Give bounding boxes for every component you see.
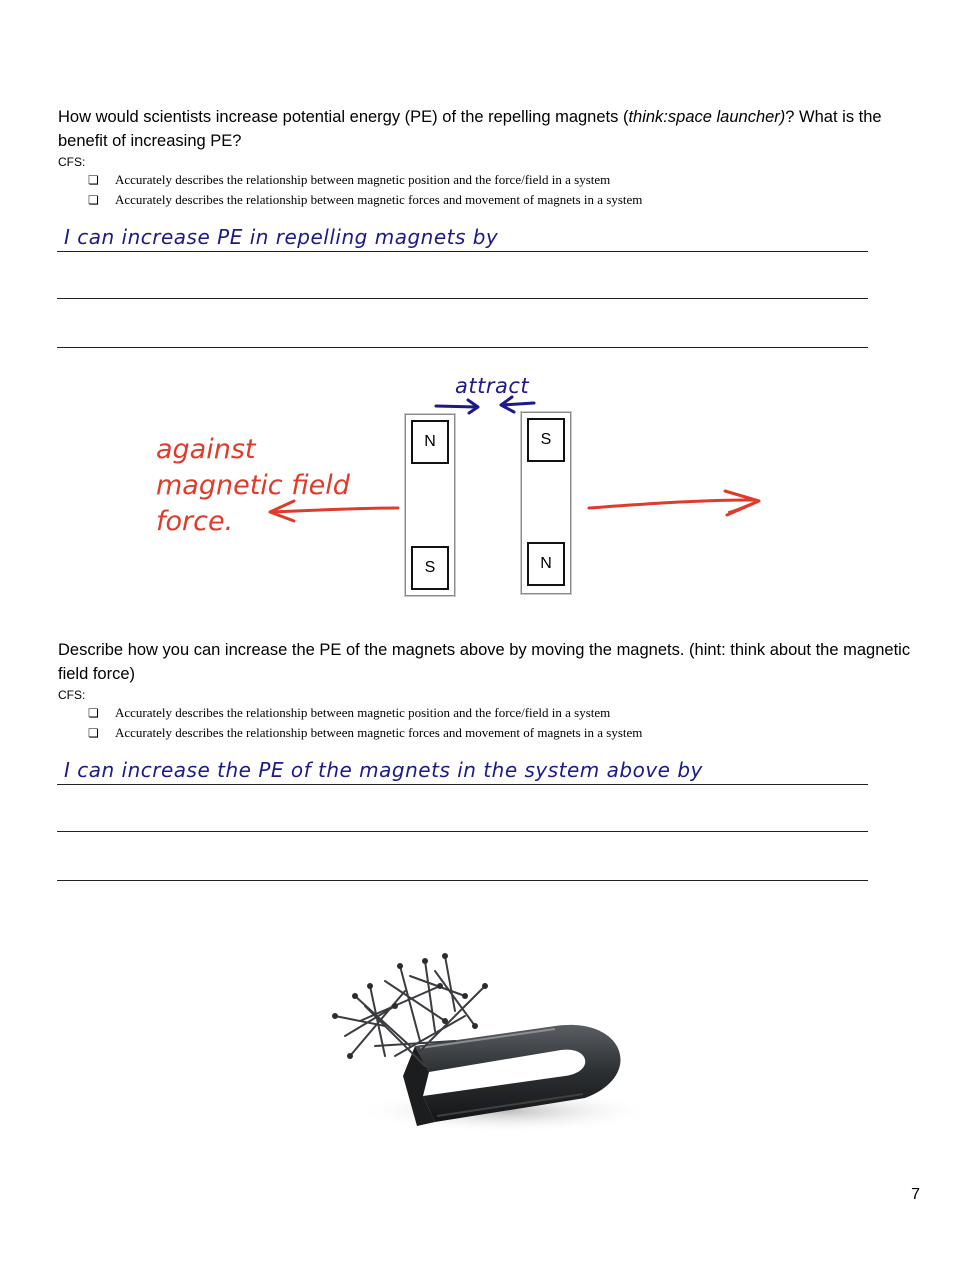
handwritten-answer-2: I can increase the PE of the magnets in the system above by: [64, 758, 703, 782]
left-arrow-icon: [260, 495, 405, 525]
question-1-italic-hint: think:space launcher): [628, 108, 786, 126]
south-pole: S: [411, 546, 449, 590]
magnet-left: [405, 414, 455, 596]
page-number: 7: [911, 1186, 920, 1203]
cfs-label-2: CFS:: [58, 688, 86, 702]
handwritten-answer-1: I can increase PE in repelling magnets by: [64, 225, 499, 249]
magnet-right: [521, 412, 571, 594]
cfs-label-1: CFS:: [58, 155, 86, 169]
south-pole: S: [527, 418, 565, 462]
answer-line: [57, 831, 868, 832]
checkbox-icon: ❏: [88, 193, 99, 207]
checkbox-icon: ❏: [88, 173, 99, 187]
criteria-list-1: [88, 170, 642, 210]
criteria-list-2: [88, 703, 642, 743]
answer-line: [57, 784, 868, 785]
criterion-item: ❏ Accurately describes the relationship between magnetic forces and movement of magnets in a system: [88, 723, 642, 743]
checkbox-icon: ❏: [88, 706, 99, 720]
criterion-item: ❏ Accurately describes the relationship between magnetic position and the force/field in a system: [88, 703, 642, 723]
question-1-text-end: ? What is the benefit of increasing PE?: [58, 108, 882, 150]
north-pole: N: [411, 420, 449, 464]
criterion-item: ❏ Accurately describes the relationship between magnetic position and the force/field in a system: [88, 170, 642, 190]
question-1-prompt: [58, 105, 918, 153]
answer-line: [57, 347, 868, 348]
question-1-text: How would scientists increase potential energy (PE) of the repelling magnets (: [58, 108, 629, 126]
north-pole: N: [527, 542, 565, 586]
answer-line: [57, 251, 868, 252]
criterion-item: ❏ Accurately describes the relationship between magnetic forces and movement of magnets in a system: [88, 190, 642, 210]
horseshoe-magnet-photo: [325, 926, 655, 1144]
answer-line: [57, 298, 868, 299]
attract-annotation: attract: [455, 374, 530, 398]
against-force-annotation: against magnetic field force.: [156, 434, 350, 537]
checkbox-icon: ❏: [88, 726, 99, 740]
magnet-diagram: [0, 360, 979, 620]
horseshoe-magnet-with-nails-icon: [325, 926, 655, 1144]
right-arrow-icon: [585, 488, 765, 524]
question-2-prompt: Describe how you can increase the PE of the magnets above by moving the magnets. (hint: think about the magnetic field force): [58, 641, 911, 683]
answer-line: [57, 880, 868, 881]
